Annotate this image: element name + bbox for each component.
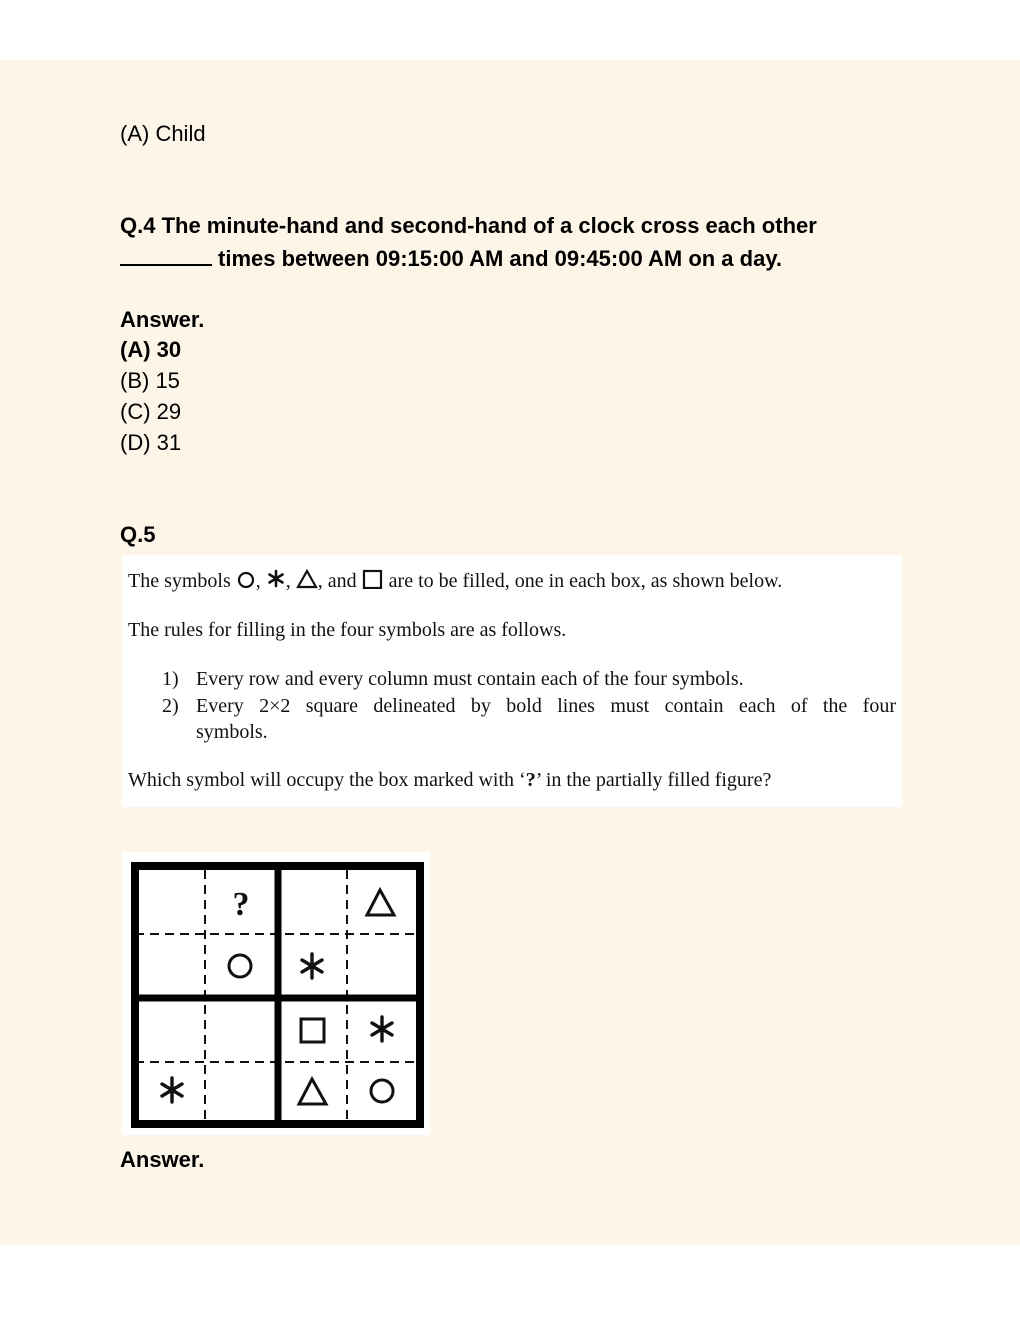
q4-answer-label: Answer. [120, 307, 205, 332]
question-mark-cell: ? [232, 886, 250, 923]
puzzle-grid [122, 852, 430, 1135]
triangle-icon [367, 890, 394, 915]
q4-option-b: (B) 15 [120, 368, 180, 393]
q3-option-a: (A) Child [120, 121, 206, 146]
circle-icon [371, 1080, 393, 1102]
q5-intro: The symbols , , , and are to be filled, one in each box, as shown below. [128, 570, 783, 592]
q5-rule2-text-line1: Every 2×2 square delineated by bold lines must contain each of the four [196, 695, 896, 717]
q5-question-post: ’ in the partially filled figure? [535, 769, 772, 791]
asterisk-icon [302, 954, 322, 978]
asterisk-icon [372, 1017, 392, 1041]
asterisk-icon [266, 569, 286, 589]
triangle-icon [296, 569, 318, 589]
q4-question-line1: Q.4 The minute-hand and second-hand of a clock cross each other [120, 213, 817, 238]
q5-question [128, 769, 771, 792]
square-icon [362, 569, 384, 589]
q5-question-mark: ? [525, 769, 536, 791]
q5-rule2-number: 2) [162, 695, 179, 717]
q5-answer-label: Answer. [120, 1147, 205, 1172]
q5-intro-pre: The symbols [128, 570, 231, 592]
answer-blank [120, 244, 212, 266]
q4-question-text: times between 09:15:00 AM and 09:45:00 AM on a day. [218, 246, 783, 271]
q5-rule2-text-line2: symbols. [196, 721, 268, 743]
q5-question-pre: Which symbol will occupy the box marked with ‘ [128, 769, 526, 791]
triangle-icon [299, 1079, 326, 1104]
q5-intro-post: are to be filled, one in each box, as shown below. [388, 570, 783, 592]
q5-intro-and: , and [317, 570, 357, 592]
q5-rule1-number: 1) [162, 668, 179, 690]
q4-option-c: (C) 29 [120, 399, 182, 424]
puzzle-grid-figure [122, 852, 430, 1135]
q4-option-a: (A) 30 [120, 337, 182, 362]
q4-question-line2 [120, 244, 782, 272]
square-icon [301, 1019, 324, 1042]
q5-label: Q.5 [120, 522, 156, 547]
circle-icon [229, 955, 251, 977]
q4-option-d: (D) 31 [120, 430, 182, 455]
q5-rules-intro: The rules for filling in the four symbols are as follows. [128, 619, 567, 641]
q5-question-image [122, 555, 902, 807]
q5-rule1-text: Every row and every column must contain each of the four symbols. [196, 668, 744, 690]
asterisk-icon [162, 1078, 182, 1102]
circle-icon [236, 569, 256, 589]
